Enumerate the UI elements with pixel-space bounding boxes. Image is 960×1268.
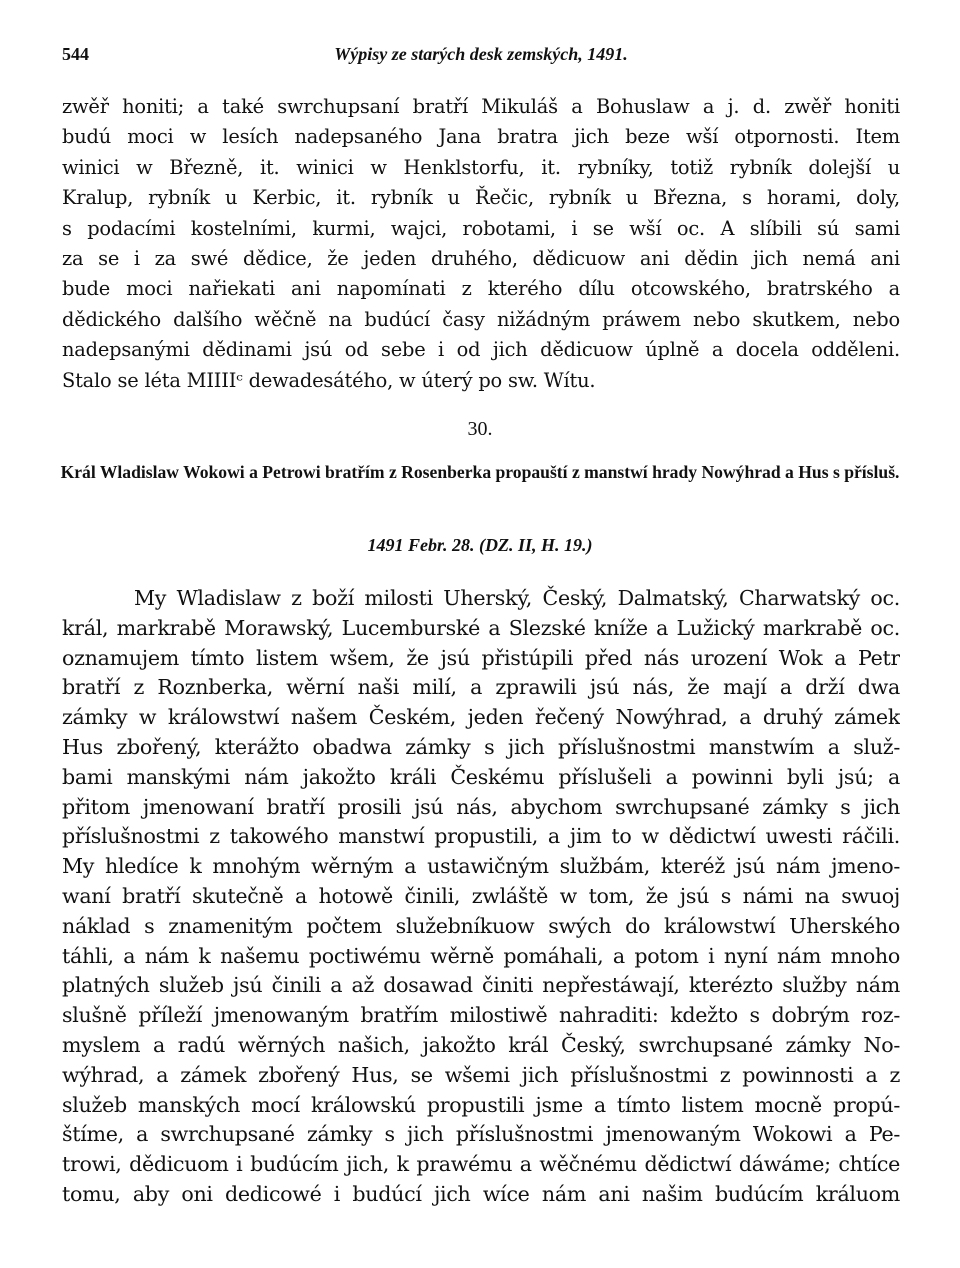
text-line: tomu, aby oni dedicowé i budúcí jich wíce nám ani našim budúcím králuom — [62, 1181, 900, 1206]
text-line: trowi, dědicuom i budúcím jich, k prawému a wěčnému dědictwí dáwáme; chtíce — [62, 1152, 900, 1177]
text-line: wýhrad, a zámek zbořený Hus, se wšemi jich příslušnostmi z powinnosti a z — [62, 1062, 900, 1087]
text-line: bude moci nařiekati ani napomínati z kterého dílu otcowského, bratrského a — [62, 277, 900, 301]
text-line: waní bratří skutečně a hotowě činili, zwláště w tom, že jsú s námi na swuoj — [62, 883, 900, 908]
text-line: příslušnostmi z takowého manstwí propustili, a jim to w dědictwí uwesti ráčili. — [62, 824, 900, 849]
text-line: My Wladislaw z boží milosti Uherský, Český, Dalmatský, Charwatský oc. — [134, 586, 900, 610]
text-line: náklad s znamenitým počtem služebníkuow swých do králowstwí Uherského — [62, 913, 900, 938]
document-body — [62, 584, 900, 1210]
text-line: platných služeb jsú činili a až dosawad činiti nepřestáwají, kterézto služby nám — [62, 973, 900, 998]
text-line: štíme, a swrchupsané zámky s jich příslušnostmi jmenowaným Wokowi a Pe- — [62, 1122, 900, 1147]
text-line: My hledíce k mnohým wěrným a ustawičným službám, kteréž jsú nám jmeno- — [62, 854, 900, 879]
text-line: nadepsanými dědinami jsú od sebe i od jich dědicuow úplně a docela odděleni. — [62, 338, 900, 362]
text-line: Hus zbořený, kterážto obadwa zámky s jich příslušnostmi manstwím a služ- — [62, 734, 900, 759]
text-line: bami manskými nám jakožto králi Českému příslušeli a powinni byli jsú; a — [62, 764, 900, 789]
text-line: zámky w králowstwí našem Českém, jeden řečený Nowýhrad, a druhý zámek — [62, 705, 900, 730]
running-title: Wýpisy ze starých desk zemských, 1491. — [334, 44, 628, 64]
paragraph-continuation — [62, 92, 900, 396]
text-line: táhli, a nám k našemu poctiwému wěrně pomáhali, a potom i nyní nám mnoho — [62, 943, 900, 968]
text-line: služeb manských mocí králowskú propustili jsme a tímto listem mocně propú- — [62, 1092, 900, 1117]
text-line: za se i za swé dědice, že jeden druhého, dědicuow ani dědin jich nemá ani — [62, 247, 900, 271]
text-line: slušně příleží jmenowaným bratřím milostiwě nahraditi: kdežto s dobrým roz- — [62, 1003, 900, 1028]
text-line: oznamujem tímto listem wšem, že jsú přistúpili před nás urození Wok a Petr — [62, 645, 900, 670]
page-number: 544 — [62, 44, 89, 64]
document-date: 1491 Febr. 28. (DZ. II, H. 19.) — [367, 535, 593, 555]
text-line: přitom jmenowaní bratří prosili jsú nás, abychom swrchupsané zámky s jich — [62, 794, 900, 819]
text-line: bratří z Roznberka, wěrní naši milí, a zprawili jsú nás, že mají a drží dwa — [62, 675, 900, 700]
text-line: myslem a radú wěrných našich, jakožto král Český, swrchupsané zámky No- — [62, 1032, 900, 1057]
text-line: budú moci w lesích nadepsaného Jana bratra jich beze wší otpornosti. Item — [62, 125, 900, 149]
text-line: zwěř honiti; a také swrchupsaní bratří Mikuláš a Bohuslaw a j. d. zwěř honiti — [62, 95, 900, 118]
text-line: s podacími kostelními, kurmi, wajci, robotami, i se wší oc. A slíbili sú sami — [62, 216, 900, 240]
text-line: Stalo se léta MIIIIᶜ dewadesátého, w úterý po sw. Wítu. — [62, 368, 596, 392]
text-line: winici w Březně, it. winici w Henklstorfu, it. rybníky, totiž rybník dolejší u — [62, 155, 900, 179]
document-number: 30. — [467, 418, 493, 440]
text-line: dědického dalšího wěčně na budúcí časy nižádným práwem nebo skutkem, nebo — [62, 307, 900, 331]
page-header — [62, 44, 900, 74]
text-line: král, markrabě Morawský, Lucemburské a Slezské kníže a Lužický markrabě oc. — [62, 615, 900, 640]
text-line: Kralup, rybník u Kerbic, it. rybník u Řečic, rybník u Března, s horami, doly, — [62, 186, 900, 210]
document-title: Král Wladislaw Wokowi a Petrowi bratřím z Rosenberka propauští z manstwí hrady Nowýhrad a Hus s přísluš. — [60, 462, 900, 482]
